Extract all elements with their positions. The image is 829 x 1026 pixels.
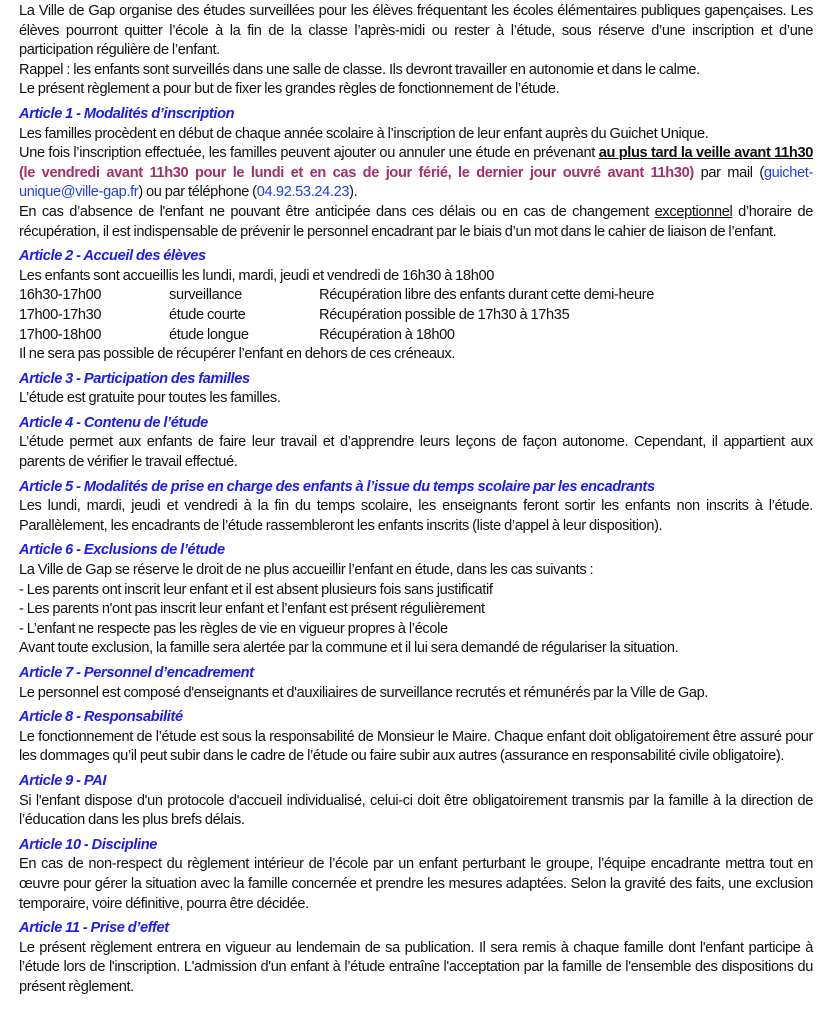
article-8	[19, 708, 813, 767]
article-9	[19, 772, 813, 831]
schedule-type: étude longue	[169, 326, 249, 343]
list-item: - L’enfant ne respecte pas les règles de vie en vigueur propres à l’école	[19, 620, 448, 637]
article-3	[19, 370, 813, 409]
article-10-paragraph-1: En cas de non-respect du règlement intérieur de l’école par un enfant perturbant le groupe, l’équipe encadrante mettra tout en œuvre pour gérer la situation avec la famille concernée et prendre les mesures adaptées. Selon la gravité des faits, une exclusion temporaire, voire définitive, pourra être décidée.	[19, 856, 813, 912]
reminder-paragraph: Rappel : les enfants sont surveillés dans une salle de classe. Ils devront travailler en autonomie et dans le calme.	[19, 61, 700, 78]
article-4-paragraph-1: L’étude permet aux enfants de faire leur travail et d’apprendre leurs leçons de façon autonome. Cependant, il appartient aux parents de vérifier le travail effectué.	[19, 434, 813, 471]
article-10-title: Article 10 - Discipline	[19, 836, 158, 853]
text: par mail (	[693, 164, 764, 181]
article-5	[19, 478, 813, 537]
exceptional-emphasis: exceptionnel	[654, 203, 733, 220]
article-11-paragraph-1: Le présent règlement entrera en vigueur au lendemain de sa publication. Il sera remis à chaque famille dont l'enfant participe à l’étude lors de l'inscription. L'admission d'un enfant à l’étude entraîne l'acceptation par la famille de l'ensemble des dispositions du présent règlement.	[19, 939, 813, 995]
article-2-paragraph-1: Les enfants sont accueillis les lundi, mardi, jeudi et vendredi de 16h30 à 18h00	[19, 267, 494, 284]
email-link[interactable]: guichet-unique@ville-gap.fr	[19, 164, 813, 201]
text: En cas d’absence de l'enfant ne pouvant être anticipée dans ces délais ou en cas de changement	[19, 203, 655, 220]
schedule-time: 16h30-17h00	[19, 287, 102, 304]
article-2	[19, 247, 813, 365]
schedule-pickup: Récupération libre des enfants durant cette demi-heure	[319, 287, 655, 304]
article-9-title: Article 9 - PAI	[19, 772, 107, 789]
article-1-title: Article 1 - Modalités d’inscription	[19, 105, 235, 122]
phone-link[interactable]: 04.92.53.24.23	[256, 184, 350, 201]
intro-paragraph: La Ville de Gap organise des études surveillées pour les élèves fréquentant les écoles élémentaires publiques gapençaises. Les élèves pourront quitter l’école à la fin de la classe l’après-midi ou rester à l’étude, sous réserve d’une inscription et d’une participation régulière de l’enfant.	[19, 3, 813, 59]
article-1-paragraph-1: Les familles procèdent en début de chaque année scolaire à l’inscription de leur enfant auprès du Guichet Unique.	[19, 125, 709, 142]
article-7	[19, 664, 813, 703]
purpose-paragraph: Le présent règlement a pour but de fixer les grandes règles de fonctionnement de l’étude.	[19, 81, 560, 98]
article-8-paragraph-1: Le fonctionnement de l’étude est sous la responsabilité de Monsieur le Maire. Chaque enfant doit obligatoirement être assuré pour les dommages qu’il peut subir dans le cadre de l’étude ou faire subir aux autres (assurance en responsabilité civile obligatoire).	[19, 728, 813, 765]
article-3-paragraph-1: L’étude est gratuite pour toutes les familles.	[19, 390, 281, 407]
schedule-type: surveillance	[169, 287, 242, 304]
table-row	[19, 286, 654, 306]
schedule-pickup: Récupération possible de 17h30 à 17h35	[319, 306, 570, 323]
article-11	[19, 919, 813, 997]
schedule-table	[19, 286, 654, 345]
article-8-title: Article 8 - Responsabilité	[19, 709, 183, 726]
article-6-title: Article 6 - Exclusions de l’étude	[19, 542, 225, 559]
text: Une fois l’inscription effectuée, les familles peuvent ajouter ou annuler une étude en prévenant	[19, 145, 599, 162]
table-row	[19, 306, 654, 326]
article-6-paragraph-1: La Ville de Gap se réserve le droit de ne plus accueillir l’enfant en étude, dans les cas suivants :	[19, 562, 594, 579]
article-6	[19, 541, 813, 659]
article-7-paragraph-1: Le personnel est composé d'enseignants et d'auxiliaires de surveillance recrutés et rémunérés par la Ville de Gap.	[19, 684, 709, 701]
article-9-paragraph-1: Si l'enfant dispose d'un protocole d'accueil individualisé, celui-ci doit être obligatoirement transmis par la famille à la direction de l’éducation dans les plus brefs délais.	[19, 792, 813, 829]
deadline-emphasis: au plus tard la veille avant 11h30	[598, 145, 813, 162]
deadline-details: (le vendredi avant 11h30 pour le lundi et en cas de jour férié, le dernier jour ouvré avant 11h30)	[19, 164, 694, 181]
article-1-paragraph-3	[19, 203, 813, 242]
intro-section	[19, 2, 813, 100]
schedule-pickup: Récupération à 18h00	[319, 326, 455, 343]
article-2-paragraph-2: Il ne sera pas possible de récupérer l’enfant en dehors de ces créneaux.	[19, 346, 456, 363]
article-4	[19, 414, 813, 473]
article-10	[19, 836, 813, 914]
article-4-title: Article 4 - Contenu de l’étude	[19, 414, 208, 431]
article-2-title: Article 2 - Accueil des élèves	[19, 248, 206, 265]
schedule-type: étude courte	[169, 306, 246, 323]
reglement-document	[0, 2, 829, 998]
article-1-paragraph-2	[19, 144, 813, 203]
table-row	[19, 326, 654, 346]
list-item: - Les parents n'ont pas inscrit leur enfant et l’enfant est présent régulièrement	[19, 601, 485, 618]
article-6-paragraph-2: Avant toute exclusion, la famille sera alertée par la commune et il lui sera demandé de régulariser la situation.	[19, 640, 679, 657]
text: ).	[349, 184, 358, 201]
article-5-title: Article 5 - Modalités de prise en charge des enfants à l’issue du temps scolaire par les encadrants	[19, 478, 655, 495]
article-11-title: Article 11 - Prise d’effet	[19, 920, 169, 937]
schedule-time: 17h00-18h00	[19, 326, 102, 343]
text: ) ou par téléphone (	[138, 184, 257, 201]
article-1	[19, 105, 813, 242]
schedule-time: 17h00-17h30	[19, 306, 102, 323]
list-item: - Les parents ont inscrit leur enfant et il est absent plusieurs fois sans justificatif	[19, 581, 493, 598]
article-5-paragraph-1: Les lundi, mardi, jeudi et vendredi à la fin du temps scolaire, les enseignants feront sortir les enfants non inscrits à l’étude. Parallèlement, les encadrants de l’étude rassembleront les enfants inscrits (liste d’appel à leur disposition).	[19, 498, 813, 534]
article-3-title: Article 3 - Participation des familles	[19, 370, 250, 387]
article-7-title: Article 7 - Personnel d’encadrement	[19, 665, 254, 681]
text: d’horaire de récupération, il est indispensable de prévenir le personnel encadrant par le biais d’un mot dans le cahier de liaison de l’enfant.	[19, 203, 813, 240]
